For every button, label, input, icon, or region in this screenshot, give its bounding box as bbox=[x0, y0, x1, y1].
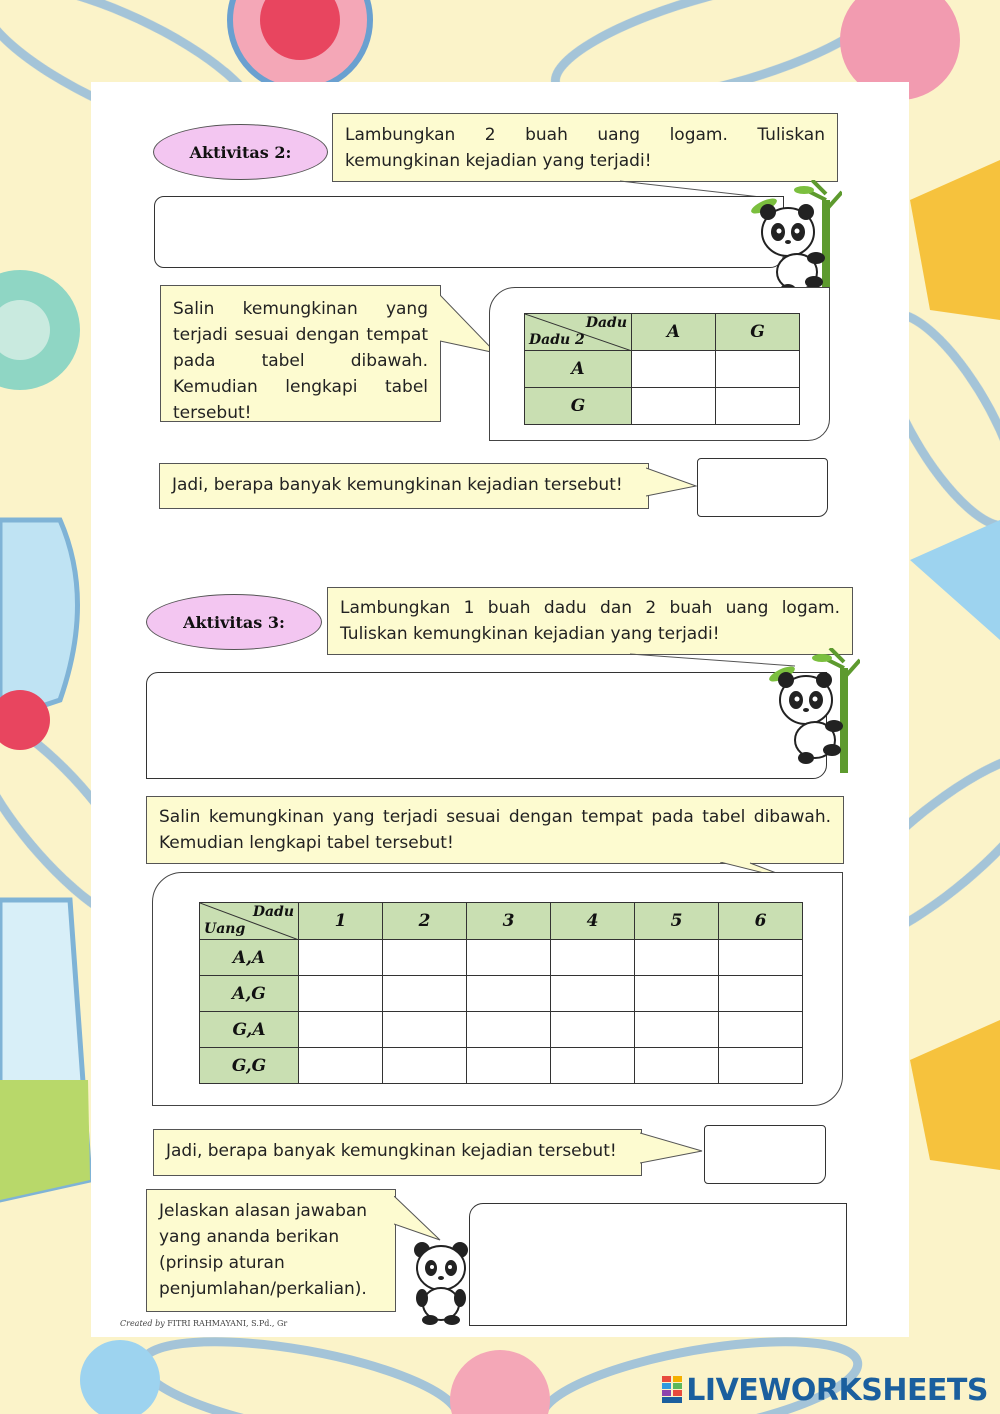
table-row bbox=[200, 940, 803, 976]
activity-2-table bbox=[524, 313, 800, 425]
row-header: G bbox=[525, 388, 632, 425]
table-row bbox=[525, 388, 800, 425]
activity-2-prompt bbox=[332, 113, 838, 182]
column-header: A bbox=[632, 314, 716, 351]
answer-cell[interactable] bbox=[299, 976, 383, 1012]
answer-cell[interactable] bbox=[632, 351, 716, 388]
corner-top-label: Dadu bbox=[252, 904, 294, 920]
answer-cell[interactable] bbox=[299, 940, 383, 976]
answer-cell[interactable] bbox=[716, 351, 800, 388]
callout-pointer bbox=[640, 1131, 704, 1171]
activity-3-explain-answer-box[interactable] bbox=[469, 1203, 847, 1326]
table-row bbox=[200, 1048, 803, 1084]
answer-cell[interactable] bbox=[719, 976, 803, 1012]
activity-3-count-question-text: Jadi, berapa banyak kemungkinan kejadian tersebut! bbox=[166, 1141, 617, 1161]
table-row bbox=[200, 1012, 803, 1048]
answer-cell[interactable] bbox=[299, 1012, 383, 1048]
corner-bottom-label: Dadu 2 bbox=[529, 332, 585, 348]
activity-3-count-answer-box[interactable] bbox=[704, 1125, 826, 1184]
activity-2-prompt-text: Lambungkan 2 buah uang logam. Tuliskan kemungkinan kejadian yang terjadi! bbox=[345, 125, 825, 171]
answer-cell[interactable] bbox=[551, 1012, 635, 1048]
panda-bamboo-icon bbox=[760, 648, 860, 774]
answer-cell[interactable] bbox=[719, 1048, 803, 1084]
corner-top-label: Dadu bbox=[585, 315, 627, 331]
activity-2-count-question bbox=[159, 463, 649, 509]
callout-pointer bbox=[394, 1196, 444, 1244]
answer-cell[interactable] bbox=[551, 976, 635, 1012]
column-header: 4 bbox=[551, 903, 635, 940]
liveworksheets-logo-icon bbox=[662, 1376, 682, 1404]
answer-cell[interactable] bbox=[635, 1012, 719, 1048]
answer-cell[interactable] bbox=[383, 976, 467, 1012]
activity-2-count-question-text: Jadi, berapa banyak kemungkinan kejadian tersebut! bbox=[172, 475, 623, 495]
row-header: A,A bbox=[200, 940, 299, 976]
activity-2-badge: Aktivitas 2: bbox=[153, 124, 328, 180]
column-header: 1 bbox=[299, 903, 383, 940]
row-header: A,G bbox=[200, 976, 299, 1012]
table-corner-header bbox=[200, 903, 299, 940]
column-header: G bbox=[716, 314, 800, 351]
column-header: 2 bbox=[383, 903, 467, 940]
table-row bbox=[200, 976, 803, 1012]
liveworksheets-brand bbox=[662, 1372, 988, 1408]
activity-3-table bbox=[199, 902, 803, 1084]
answer-cell[interactable] bbox=[551, 940, 635, 976]
activity-3-prompt bbox=[327, 587, 853, 655]
answer-cell[interactable] bbox=[719, 1012, 803, 1048]
column-header: 5 bbox=[635, 903, 719, 940]
row-header: A bbox=[525, 351, 632, 388]
row-header: G,A bbox=[200, 1012, 299, 1048]
activity-3-count-question bbox=[153, 1129, 642, 1176]
activity-3-table-instruction bbox=[146, 796, 844, 864]
answer-cell[interactable] bbox=[467, 1012, 551, 1048]
activity-3-badge: Aktivitas 3: bbox=[146, 594, 322, 650]
activity-3-explain-prompt bbox=[146, 1189, 396, 1312]
column-header: 6 bbox=[719, 903, 803, 940]
column-header: 3 bbox=[467, 903, 551, 940]
answer-cell[interactable] bbox=[716, 388, 800, 425]
credit-name: FITRI RAHMAYANI, S.Pd., Gr bbox=[167, 1319, 288, 1328]
answer-cell[interactable] bbox=[632, 388, 716, 425]
answer-cell[interactable] bbox=[299, 1048, 383, 1084]
activity-3-table-instruction-text: Salin kemungkinan yang terjadi sesuai dengan tempat pada tabel dibawah. Kemudian lengkapi tabel tersebut! bbox=[159, 807, 831, 853]
activity-2-table-instruction bbox=[160, 285, 441, 422]
answer-cell[interactable] bbox=[467, 940, 551, 976]
answer-cell[interactable] bbox=[635, 976, 719, 1012]
answer-cell[interactable] bbox=[383, 940, 467, 976]
credit-prefix: Created by bbox=[120, 1319, 165, 1328]
activity-3-prompt-text: Lambungkan 1 buah dadu dan 2 buah uang logam. Tuliskan kemungkinan kejadian yang terjadi! bbox=[340, 598, 840, 644]
activity-2-table-instruction-text: Salin kemungkinan yang terjadi sesuai dengan tempat pada tabel dibawah. Kemudian lengkapi tabel tersebut! bbox=[173, 299, 428, 423]
panda-icon bbox=[410, 1240, 472, 1326]
activity-3-answer-box[interactable] bbox=[146, 672, 827, 779]
author-credit bbox=[120, 1319, 287, 1328]
answer-cell[interactable] bbox=[383, 1012, 467, 1048]
table-corner-header bbox=[525, 314, 632, 351]
row-header: G,G bbox=[200, 1048, 299, 1084]
activity-3-explain-prompt-text: Jelaskan alasan jawaban yang ananda berikan (prinsip aturan penjumlahan/perkalian). bbox=[159, 1201, 368, 1299]
answer-cell[interactable] bbox=[383, 1048, 467, 1084]
corner-bottom-label: Uang bbox=[204, 921, 246, 937]
brand-name: LIVEWORKSHEETS bbox=[686, 1372, 988, 1408]
activity-2-count-answer-box[interactable] bbox=[697, 458, 828, 517]
answer-cell[interactable] bbox=[635, 1048, 719, 1084]
table-row bbox=[525, 351, 800, 388]
answer-cell[interactable] bbox=[719, 940, 803, 976]
answer-cell[interactable] bbox=[467, 1048, 551, 1084]
answer-cell[interactable] bbox=[635, 940, 719, 976]
callout-pointer bbox=[646, 466, 698, 506]
activity-2-answer-box[interactable] bbox=[154, 196, 784, 268]
answer-cell[interactable] bbox=[551, 1048, 635, 1084]
answer-cell[interactable] bbox=[467, 976, 551, 1012]
